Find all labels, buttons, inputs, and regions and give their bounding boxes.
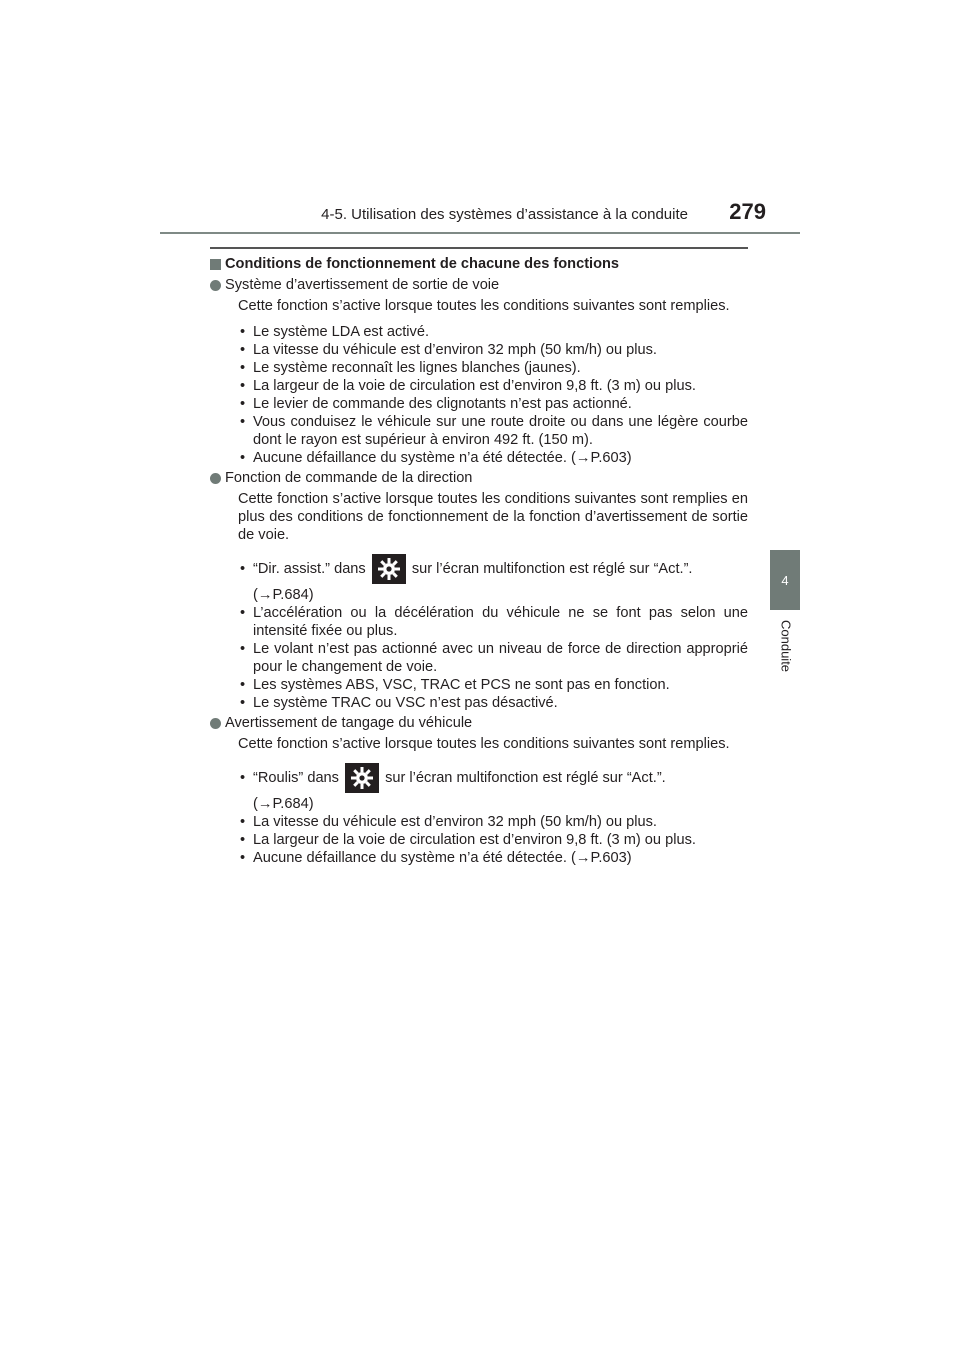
subsection-intro: Cette fonction s’active lorsque toutes les conditions suivantes sont remplies en plus des conditions de fonctionnement de la fonction d’avertissement de sortie de voie. <box>238 491 748 543</box>
list-item: • Aucune défaillance du système n’a été détectée. (→P.603) <box>240 450 632 466</box>
list-item: • La vitesse du véhicule est d’environ 32 mph (50 km/h) ou plus. <box>240 342 657 358</box>
subsection-title <box>210 276 748 294</box>
section-title-text: Conditions de fonctionnement de chacune des fonctions <box>225 256 620 272</box>
side-tab-number[interactable]: 4 <box>770 550 800 610</box>
list-item: • Le système TRAC ou VSC n’est pas désactivé. <box>240 695 558 711</box>
list-item: • Le système LDA est activé. <box>240 324 430 340</box>
subsection-title-text: Système d’avertissement de sortie de voie <box>225 277 500 293</box>
dot-icon <box>210 718 221 729</box>
dot-icon <box>210 280 221 291</box>
dot-icon <box>210 473 221 484</box>
list-item: • La largeur de la voie de circulation est d’environ 9,8 ft. (3 m) ou plus. <box>240 378 696 394</box>
subsection-title-text: Fonction de commande de la direction <box>225 470 473 486</box>
subsection-intro: Cette fonction s’active lorsque toutes les conditions suivantes sont remplies. <box>238 736 730 752</box>
subsection-title <box>210 714 748 732</box>
condition-list <box>238 552 748 712</box>
condition-list <box>238 761 748 867</box>
list-item: • Le volant n’est pas actionné avec un niveau de force de direction approprié pour le changement de voie. <box>240 641 748 675</box>
subsection-title-text: Avertissement de tangage du véhicule <box>225 715 473 731</box>
list-item: • La vitesse du véhicule est d’environ 32 mph (50 km/h) ou plus. <box>240 814 657 830</box>
list-item: • Les systèmes ABS, VSC, TRAC et PCS ne sont pas en fonction. <box>240 677 670 693</box>
list-item: • “Roulis” dans sur l’écran multifonction est réglé sur “Act.”. <box>238 761 748 795</box>
page-number: 279 <box>729 199 766 224</box>
chapter-title: 4-5. Utilisation des systèmes d’assistance à la conduite <box>321 206 688 223</box>
list-item: • Le levier de commande des clignotants n’est pas actionné. <box>240 396 632 412</box>
square-icon <box>210 259 221 270</box>
section-rule <box>210 247 748 249</box>
list-item: • Aucune défaillance du système n’a été détectée. (→P.603) <box>240 850 632 866</box>
list-item: • Vous conduisez le véhicule sur une route droite ou dans une légère courbe dont le rayon est supérieur à environ 492 ft. (150 m). <box>240 414 748 448</box>
condition-list <box>238 323 748 467</box>
side-tab-label: Conduite <box>778 620 794 673</box>
subsection-title <box>210 469 748 487</box>
subsection-intro: Cette fonction s’active lorsque toutes les conditions suivantes sont remplies. <box>238 298 730 314</box>
content <box>210 255 748 869</box>
list-item: • La largeur de la voie de circulation est d’environ 9,8 ft. (3 m) ou plus. <box>240 832 696 848</box>
header-rule <box>160 232 800 234</box>
gear-icon <box>372 554 406 584</box>
list-item-ref[interactable]: (→P.684) <box>253 587 314 603</box>
list-item-ref[interactable]: (→P.684) <box>253 796 314 812</box>
list-item: • L’accélération ou la décélération du véhicule ne se font pas selon une intensité fixée ou plus. <box>240 605 748 639</box>
section-title <box>210 255 748 273</box>
list-item: • Le système reconnaît les lignes blanches (jaunes). <box>240 360 581 376</box>
list-item: • “Dir. assist.” dans sur l’écran multifonction est réglé sur “Act.”. <box>238 552 748 586</box>
gear-icon <box>345 763 379 793</box>
